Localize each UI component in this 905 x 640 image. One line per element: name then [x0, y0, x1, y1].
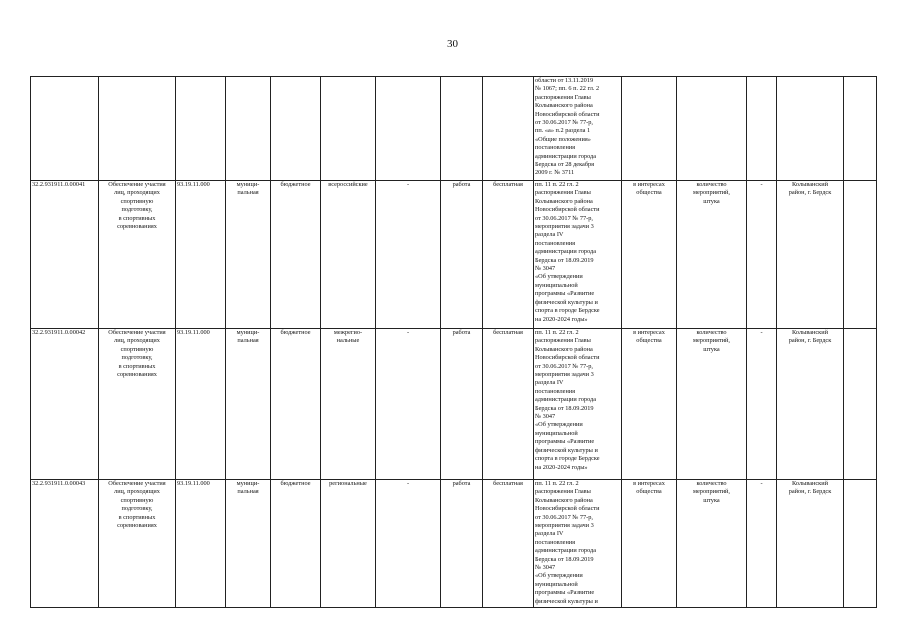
competition-category-cell: [321, 329, 376, 480]
beneficiary-cell: [622, 181, 677, 329]
cell-line: № 3047: [535, 564, 556, 572]
financing-cell: бюджетное: [271, 329, 321, 480]
cell-line: муниципальной: [535, 281, 578, 289]
cell-line: от 30.06.2017 № 77-р,: [535, 513, 594, 521]
cell-line: подготовку,: [121, 354, 153, 362]
cell-line: администрации города: [535, 547, 597, 555]
cell-line: Новосибирской области: [535, 110, 600, 118]
content-dash-cell: [376, 77, 441, 181]
beneficiary-cell: [622, 329, 677, 480]
cell-line: лиц, проходящих: [114, 189, 160, 197]
cell-line: Колыванский: [792, 181, 828, 188]
quality-dash-cell: -: [747, 480, 777, 608]
volume-indicator-cell: [677, 329, 747, 480]
cell-line: Колыванского района: [535, 345, 593, 353]
cell-line: в интересах: [633, 480, 665, 487]
cell-line: муници-: [236, 181, 260, 188]
payment-type-cell: бесплатная: [483, 329, 534, 480]
cell-line: Обеспечение участия: [108, 480, 166, 487]
cell-line: муниципальной: [535, 580, 578, 588]
cell-line: муниципальной: [535, 429, 578, 437]
cell-line: спортивную: [120, 345, 154, 353]
cell-line: общества: [636, 488, 662, 496]
competition-category-cell: [321, 480, 376, 608]
cell-line: Колыванский: [792, 329, 828, 336]
cell-line: администрации города: [535, 152, 597, 160]
cell-line: спортивную: [120, 496, 154, 504]
registry-code-cell: [31, 77, 99, 181]
cell-line: Колыванского района: [535, 102, 593, 110]
cell-line: Новосибирской области: [535, 505, 600, 513]
work-type-cell: работа: [441, 181, 483, 329]
okved-code-cell: 93.19.11.000: [176, 329, 226, 480]
cell-line: пп. «а» п.2 раздела 1: [535, 127, 591, 135]
cell-line: район, г. Бердск: [788, 337, 832, 345]
content-dash-cell: -: [376, 480, 441, 608]
cell-line: раздела IV: [535, 530, 564, 538]
legal-basis-cell: [534, 181, 622, 329]
cell-line: раздела IV: [535, 379, 564, 387]
work-type-cell: [441, 77, 483, 181]
cell-line: № 1067; пп. 6 п. 22 гл. 2: [535, 85, 600, 93]
cell-line: Колыванский: [792, 480, 828, 487]
cell-line: Бердска от 18.09.2019: [535, 555, 594, 563]
cell-line: лиц, проходящих: [114, 337, 160, 345]
content-dash-cell: -: [376, 329, 441, 480]
cell-line: пальная: [237, 488, 259, 496]
cell-line: постановления: [535, 239, 576, 247]
cell-line: соревнованиях: [117, 522, 157, 530]
registry-code-cell: 32.2.931911.0.00043: [31, 480, 99, 608]
cell-line: Обеспечение участия: [108, 329, 166, 336]
legal-basis-cell: [534, 480, 622, 608]
financing-cell: бюджетное: [271, 181, 321, 329]
services-registry-table: [30, 76, 877, 608]
cell-line: мероприятия задачи 3: [535, 223, 594, 231]
cell-line: соревнованиях: [117, 371, 157, 379]
cell-line: на 2020-2024 годы»: [535, 315, 588, 323]
cell-line: Бердска от 18.09.2019: [535, 256, 594, 264]
cell-line: подготовку,: [121, 206, 153, 214]
cell-line: в спортивных: [118, 513, 156, 521]
cell-line: 2009 г. № 3711: [535, 169, 575, 177]
cell-line: количество: [696, 480, 727, 487]
work-type-cell: работа: [441, 480, 483, 608]
payment-type-cell: бесплатная: [483, 181, 534, 329]
cell-line: количество: [696, 329, 727, 336]
cell-line: постановления: [535, 538, 576, 546]
registry-code-cell: 32.2.931911.0.00041: [31, 181, 99, 329]
cell-line: «Об утверждении: [535, 273, 583, 281]
cell-line: соревнованиях: [117, 223, 157, 231]
table-row: [31, 480, 877, 608]
cell-line: Бердска от 28 декабря: [535, 161, 595, 169]
competition-category-cell: [321, 181, 376, 329]
cell-line: лиц, проходящих: [114, 488, 160, 496]
territory-cell: [777, 181, 844, 329]
cell-line: муници-: [236, 329, 260, 336]
volume-indicator-cell: [677, 181, 747, 329]
cell-line: физической культуры и: [535, 446, 598, 454]
financing-cell: бюджетное: [271, 480, 321, 608]
territory-cell: [777, 77, 844, 181]
cell-line: спортивную: [120, 197, 154, 205]
cell-line: спорта в городе Бердске: [535, 307, 600, 315]
cell-line: пп. 11 п. 22 гл. 2: [535, 329, 579, 336]
cell-line: пп. 11 п. 22 гл. 2: [535, 181, 579, 188]
level-cell: [226, 181, 271, 329]
page-number: 30: [447, 38, 458, 50]
payment-type-cell: бесплатная: [483, 480, 534, 608]
competition-category-cell: [321, 77, 376, 181]
volume-indicator-cell: [677, 77, 747, 181]
cell-line: от 30.06.2017 № 77-р,: [535, 214, 594, 222]
cell-line: «Об утверждении: [535, 421, 583, 429]
okved-code-cell: 93.19.11.000: [176, 181, 226, 329]
cell-line: всероссийские: [328, 181, 368, 188]
cell-line: в спортивных: [118, 214, 156, 222]
cell-line: межрегио-: [333, 329, 363, 336]
table-row: [31, 329, 877, 480]
cell-line: штука: [703, 496, 720, 504]
level-cell: [226, 480, 271, 608]
cell-line: подготовку,: [121, 505, 153, 513]
cell-line: в интересах: [633, 181, 665, 188]
cell-line: администрации города: [535, 248, 597, 256]
cell-line: в спортивных: [118, 362, 156, 370]
cell-line: № 3047: [535, 413, 556, 421]
quality-dash-cell: -: [747, 181, 777, 329]
cell-line: пальная: [237, 189, 259, 197]
service-name-cell: [99, 181, 176, 329]
cell-line: администрации города: [535, 396, 597, 404]
territory-cell: [777, 329, 844, 480]
cell-line: Бердска от 18.09.2019: [535, 404, 594, 412]
cell-line: от 30.06.2017 № 77-р,: [535, 362, 594, 370]
cell-line: «Об утверждении: [535, 572, 583, 580]
legal-basis-cell: [534, 329, 622, 480]
cell-line: Колыванского района: [535, 496, 593, 504]
cell-line: штука: [703, 197, 720, 205]
cell-line: физической культуры и: [535, 298, 598, 306]
cell-line: на 2020-2024 годы»: [535, 463, 588, 471]
table-row: [31, 181, 877, 329]
work-type-cell: работа: [441, 329, 483, 480]
registry-code-cell: 32.2.931911.0.00042: [31, 329, 99, 480]
cell-line: Колыванского района: [535, 197, 593, 205]
cell-line: от 30.06.2017 № 77-р,: [535, 119, 594, 127]
cell-line: Новосибирской области: [535, 354, 600, 362]
cell-line: № 3047: [535, 265, 556, 273]
cell-line: мероприятия задачи 3: [535, 522, 594, 530]
cell-line: региональные: [329, 480, 367, 487]
cell-line: программы «Развитие: [535, 589, 595, 597]
cell-line: мероприятий,: [693, 488, 730, 496]
level-cell: [226, 329, 271, 480]
cell-line: в интересах: [633, 329, 665, 336]
cell-line: количество: [696, 181, 727, 188]
okved-code-cell: [176, 77, 226, 181]
cell-line: общества: [636, 337, 662, 345]
cell-line: мероприятия задачи 3: [535, 371, 594, 379]
cell-line: распоряжения Главы: [535, 337, 591, 345]
cell-line: программы «Развитие: [535, 290, 595, 298]
cell-line: области от 13.11.2019: [535, 77, 594, 84]
quality-dash-cell: -: [747, 329, 777, 480]
cell-line: распоряжения Главы: [535, 93, 591, 101]
cell-line: район, г. Бердск: [788, 488, 832, 496]
service-name-cell: [99, 77, 176, 181]
table-row: [31, 77, 877, 181]
cell-line: Обеспечение участия: [108, 181, 166, 188]
beneficiary-cell: [622, 480, 677, 608]
service-name-cell: [99, 329, 176, 480]
cell-line: постановления: [535, 144, 576, 152]
cell-line: раздела IV: [535, 231, 564, 239]
content-dash-cell: -: [376, 181, 441, 329]
empty-cell: [844, 181, 877, 329]
volume-indicator-cell: [677, 480, 747, 608]
cell-line: распоряжения Главы: [535, 488, 591, 496]
cell-line: пп. 11 п. 22 гл. 2: [535, 480, 579, 487]
empty-cell: [844, 480, 877, 608]
cell-line: постановления: [535, 387, 576, 395]
cell-line: общества: [636, 189, 662, 197]
service-name-cell: [99, 480, 176, 608]
cell-line: распоряжения Главы: [535, 189, 591, 197]
empty-cell: [844, 77, 877, 181]
cell-line: район, г. Бердск: [788, 189, 832, 197]
beneficiary-cell: [622, 77, 677, 181]
okved-code-cell: 93.19.11.000: [176, 480, 226, 608]
cell-line: штука: [703, 345, 720, 353]
cell-line: Новосибирской области: [535, 206, 600, 214]
cell-line: спорта в городе Бердске: [535, 455, 600, 463]
legal-basis-cell: [534, 77, 622, 181]
cell-line: муници-: [236, 480, 260, 487]
cell-line: пальная: [237, 337, 259, 345]
payment-type-cell: [483, 77, 534, 181]
cell-line: программы «Развитие: [535, 438, 595, 446]
cell-line: нальные: [336, 337, 360, 345]
level-cell: [226, 77, 271, 181]
empty-cell: [844, 329, 877, 480]
financing-cell: [271, 77, 321, 181]
cell-line: «Общие положения»: [535, 135, 591, 143]
quality-dash-cell: [747, 77, 777, 181]
cell-line: физической культуры и: [535, 597, 598, 605]
territory-cell: [777, 480, 844, 608]
cell-line: мероприятий,: [693, 189, 730, 197]
cell-line: мероприятий,: [693, 337, 730, 345]
